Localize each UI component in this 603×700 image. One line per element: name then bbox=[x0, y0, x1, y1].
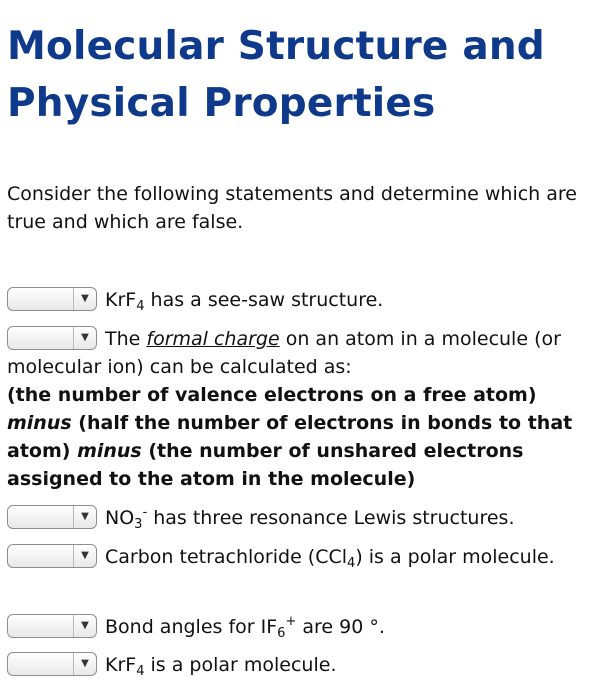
statement-6 bbox=[7, 651, 599, 679]
statement-6-subscript: 4 bbox=[136, 664, 145, 679]
statement-5-text-pre: Bond angles for IF bbox=[105, 616, 278, 638]
statement-4 bbox=[7, 543, 599, 571]
statement-5-subscript: 6 bbox=[277, 626, 286, 641]
true-false-select-2[interactable] bbox=[7, 326, 97, 350]
statement-1-text-post: has a see-saw structure. bbox=[144, 289, 384, 311]
true-false-select-3[interactable] bbox=[7, 505, 97, 529]
chevron-down-icon: ▼ bbox=[73, 288, 96, 310]
statement-3-text-pre: NO bbox=[105, 507, 135, 529]
formula-part-2: (half the number of electrons in bonds to that atom) bbox=[7, 412, 573, 462]
statement-1-subscript: 4 bbox=[136, 299, 145, 314]
statement-3-text-post: has three resonance Lewis structures. bbox=[147, 507, 515, 529]
statement-1 bbox=[7, 286, 599, 314]
statement-4-text-post: ) is a polar molecule. bbox=[355, 546, 555, 568]
chevron-down-icon: ▼ bbox=[73, 545, 96, 567]
chevron-down-icon: ▼ bbox=[73, 615, 96, 637]
page-title bbox=[7, 18, 545, 132]
page-title-line-1: Molecular Structure and bbox=[7, 24, 545, 69]
statement-4-subscript: 4 bbox=[347, 556, 356, 571]
true-false-select-1[interactable] bbox=[7, 287, 97, 311]
page-title-line-2: Physical Properties bbox=[7, 81, 436, 126]
statement-5 bbox=[7, 613, 599, 641]
formula-part-1: (the number of valence electrons on a free atom) bbox=[7, 384, 537, 406]
statement-6-text-post: is a polar molecule. bbox=[144, 654, 337, 676]
statement-2-text-post: on an atom in a molecule (or molecular ion) can be calculated as: bbox=[7, 328, 561, 378]
statement-2 bbox=[7, 325, 599, 493]
statement-5-text-post: are 90 °. bbox=[296, 616, 385, 638]
formula-part-3: (the number of unshared electrons assigned to the atom in the molecule) bbox=[7, 440, 524, 490]
formula-minus-1: minus bbox=[7, 412, 72, 434]
formal-charge-formula bbox=[7, 384, 572, 490]
formal-charge-link[interactable]: formal charge bbox=[146, 328, 280, 350]
true-false-select-4[interactable] bbox=[7, 544, 97, 568]
statement-5-superscript: + bbox=[285, 614, 297, 629]
statement-4-text-pre: Carbon tetrachloride (CCl bbox=[105, 546, 348, 568]
statement-1-text-pre: KrF bbox=[105, 289, 137, 311]
instructions-text: Consider the following statements and determine which are true and which are false. bbox=[7, 183, 577, 233]
formula-minus-2: minus bbox=[77, 440, 142, 462]
true-false-select-5[interactable] bbox=[7, 614, 97, 638]
chevron-down-icon: ▼ bbox=[73, 327, 96, 349]
statement-2-text-pre: The bbox=[105, 328, 147, 350]
statement-6-text-pre: KrF bbox=[105, 654, 137, 676]
statement-3-subscript: 3 bbox=[134, 517, 143, 532]
chevron-down-icon: ▼ bbox=[73, 506, 96, 528]
statement-3-superscript: - bbox=[142, 505, 148, 520]
chevron-down-icon: ▼ bbox=[73, 653, 96, 675]
true-false-select-6[interactable] bbox=[7, 652, 97, 676]
statement-3 bbox=[7, 504, 599, 532]
